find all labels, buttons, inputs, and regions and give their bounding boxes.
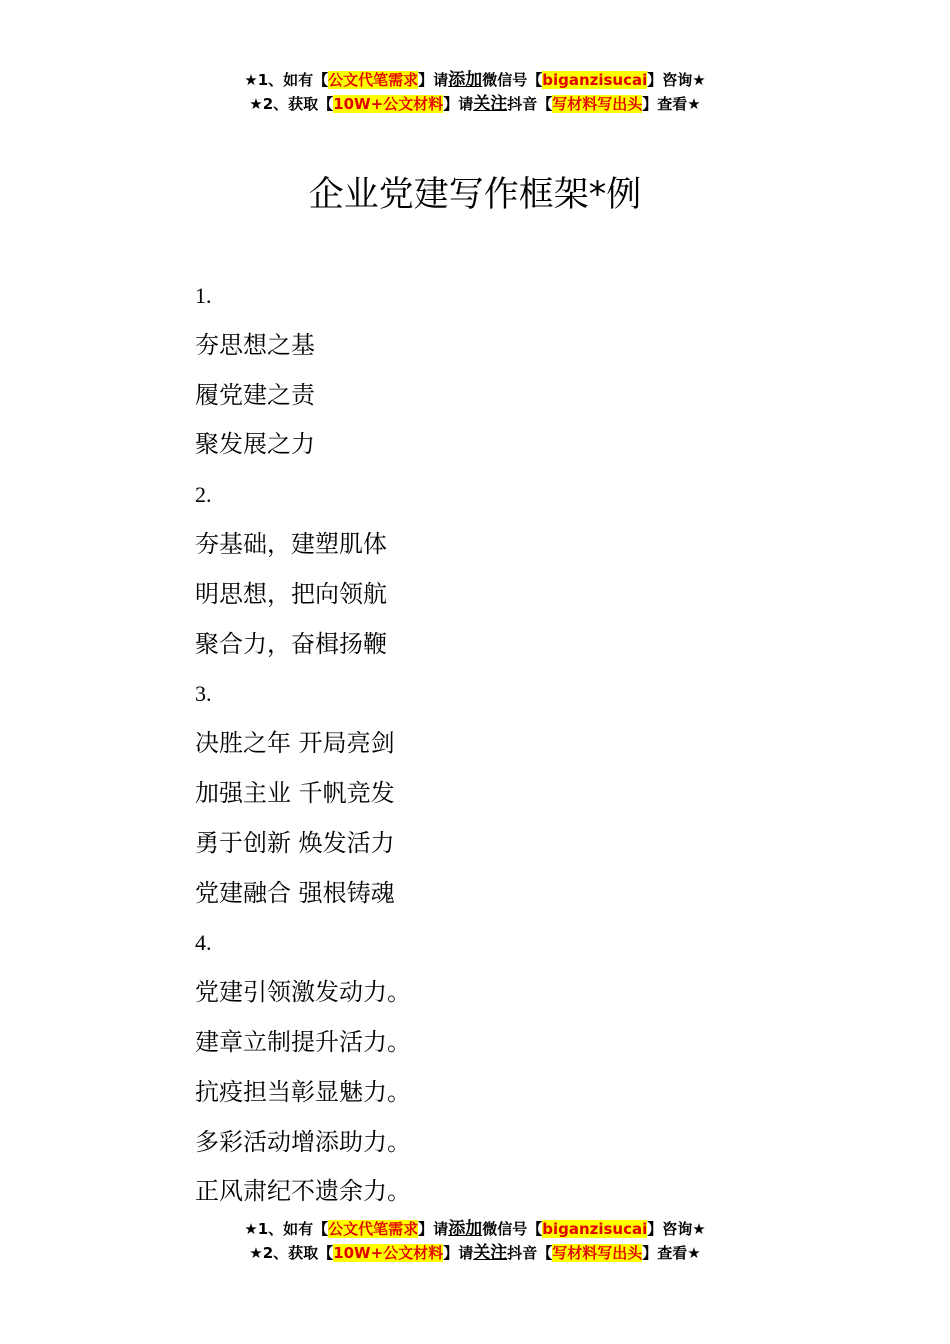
section-item: 加强主业 千帆竞发 — [195, 778, 395, 807]
section-item: 党建引领激发动力。 — [195, 978, 411, 1007]
section-item: 抗疫担当彰显魅力。 — [195, 1077, 411, 1106]
header-banner — [0, 68, 950, 116]
section-item: 夯基础，建塑肌体 — [195, 529, 387, 558]
banner-highlight: 公文代笔需求 — [328, 71, 419, 89]
section-number: 1. — [195, 283, 212, 308]
section-item: 多彩活动增添助力。 — [195, 1127, 411, 1156]
section-item: 建章立制提升活力。 — [195, 1027, 411, 1056]
section-item: 决胜之年 开局亮剑 — [195, 729, 395, 758]
document-body — [195, 271, 755, 1217]
banner-line-1: ★1、如有【公文代笔需求】请添加微信号【biganzisucai】咨询★ — [244, 70, 706, 90]
section-item: 勇于创新 焕发活力 — [195, 828, 395, 857]
banner-highlight: 10W+公文材料 — [333, 1244, 444, 1262]
banner-highlight: 写材料写出头 — [552, 1244, 643, 1262]
banner-highlight: biganzisucai — [542, 71, 648, 89]
banner-line-2: ★2、获取【10W+公文材料】请关注抖音【写材料写出头】查看★ — [249, 94, 701, 114]
section-number: 2. — [195, 482, 212, 508]
banner-highlight: 10W+公文材料 — [333, 95, 444, 113]
section-item: 聚合力，奋楫扬鞭 — [195, 629, 387, 658]
banner-highlight: 写材料写出头 — [552, 95, 643, 113]
section-item: 聚发展之力 — [195, 430, 315, 459]
banner-line-1: ★1、如有【公文代笔需求】请添加微信号【biganzisucai】咨询★ — [244, 1219, 706, 1239]
section-item: 夯思想之基 — [195, 330, 315, 359]
footer-banner — [0, 1217, 950, 1265]
banner-highlight: 公文代笔需求 — [328, 1220, 419, 1238]
section-number: 4. — [195, 930, 212, 956]
section-item: 明思想，把向领航 — [195, 579, 387, 608]
banner-highlight: biganzisucai — [542, 1220, 648, 1238]
banner-line-2: ★2、获取【10W+公文材料】请关注抖音【写材料写出头】查看★ — [249, 1243, 701, 1263]
section-number: 3. — [195, 681, 212, 707]
document-title: 企业党建写作框架*例 — [308, 175, 642, 215]
section-item: 正风肃纪不遗余力。 — [195, 1177, 411, 1206]
section-item: 履党建之责 — [195, 380, 315, 409]
section-item: 党建融合 强根铸魂 — [195, 878, 395, 907]
